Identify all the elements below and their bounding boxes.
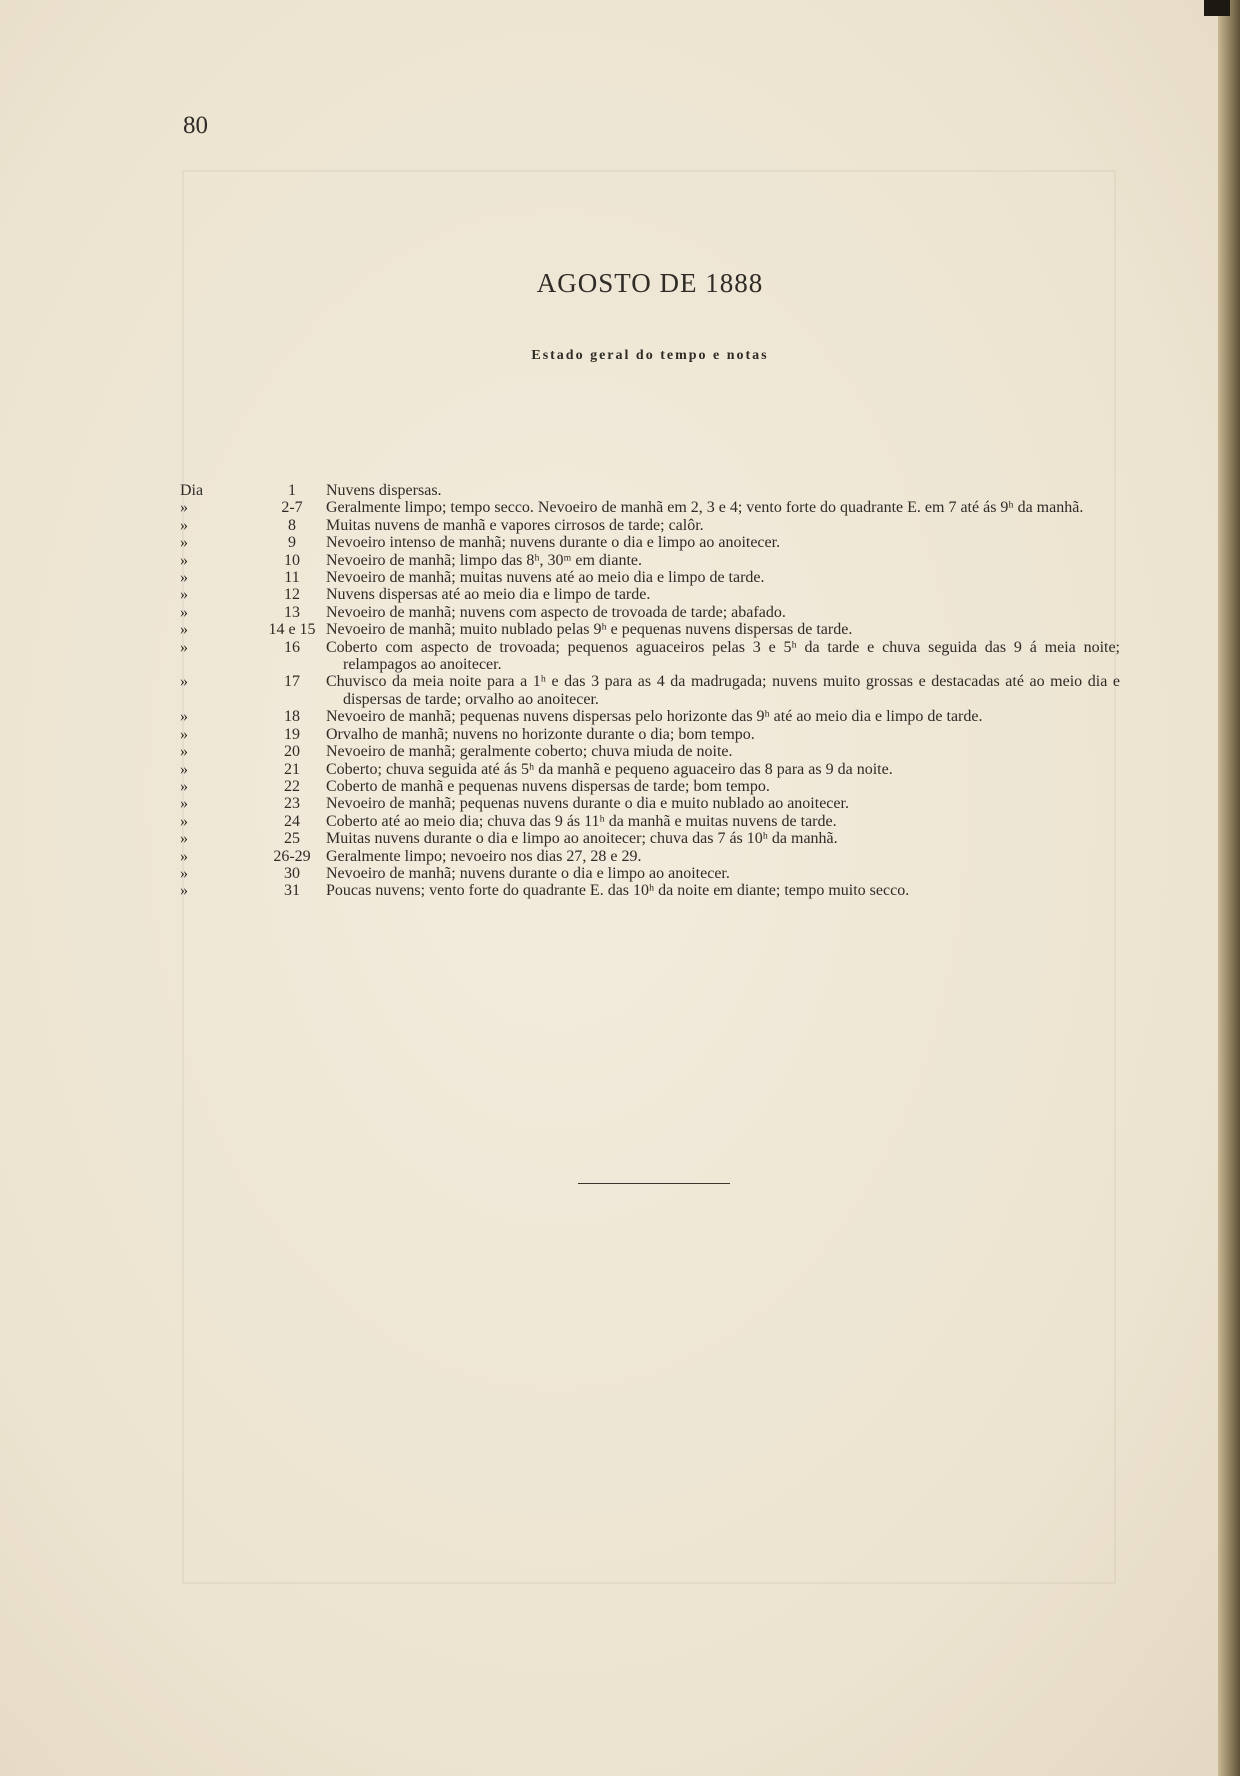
list-item: [180, 726, 1120, 743]
day-label: »: [180, 743, 188, 761]
day-number: 8: [288, 516, 296, 534]
list-item: [180, 795, 1120, 812]
day-number: 31: [284, 882, 300, 900]
day-number: 9: [288, 534, 296, 552]
weather-note: Chuvisco da meia noite para a 1ʰ e das 3 para as 4 da madrugada; nuvens muito grossas e destacadas até ao meio dia e dispersas de tarde; orvalho ao anoitecer.: [326, 673, 1120, 708]
weather-note: Nuvens dispersas até ao meio dia e limpo de tarde.: [326, 586, 651, 604]
list-item: [180, 848, 1120, 865]
day-label: »: [180, 795, 188, 813]
day-number: 17: [284, 673, 300, 691]
weather-note: Poucas nuvens; vento forte do quadrante E. das 10ʰ da noite em diante; tempo muito secco.: [326, 882, 910, 900]
day-label: »: [180, 551, 188, 569]
weather-note: Orvalho de manhã; nuvens no horizonte durante o dia; bom tempo.: [326, 725, 755, 743]
day-label: »: [180, 725, 188, 743]
day-label: »: [180, 516, 188, 534]
day-number: 21: [284, 760, 300, 778]
day-label: »: [180, 830, 188, 848]
weather-note: Geralmente limpo; tempo secco. Nevoeiro de manhã em 2, 3 e 4; vento forte do quadrante E. em 7 até ás 9ʰ da manhã.: [326, 499, 1084, 517]
list-item: [180, 586, 1120, 603]
day-label: »: [180, 882, 188, 900]
weather-notes-list: [180, 482, 1120, 900]
list-item: [180, 534, 1120, 551]
day-label: »: [180, 812, 188, 830]
list-item: [180, 639, 1120, 674]
weather-note: Nevoeiro intenso de manhã; nuvens durante o dia e limpo ao anoitecer.: [326, 534, 781, 552]
list-item: [180, 569, 1120, 586]
day-number: 10: [284, 551, 300, 569]
list-item: [180, 482, 1120, 499]
list-item: [180, 813, 1120, 830]
weather-note: Coberto com aspecto de trovoada; pequenos aguaceiros pelas 3 e 5ʰ da tarde e chuva seguida das 9 á meia noite; relampagos ao anoitecer.: [326, 638, 1120, 674]
day-label: »: [180, 621, 188, 639]
list-item: [180, 621, 1120, 638]
weather-note: Nevoeiro de manhã; pequenas nuvens dispersas pelo horizonte das 9ʰ até ao meio dia e limpo de tarde.: [326, 708, 983, 726]
closing-rule: [578, 1183, 730, 1184]
book-spine: [1218, 0, 1240, 1776]
day-number: 2-7: [281, 499, 303, 517]
day-number: 12: [284, 586, 300, 604]
list-item: [180, 882, 1120, 899]
day-number: 13: [284, 603, 300, 621]
day-label: »: [180, 638, 188, 656]
list-item: [180, 517, 1120, 534]
day-label: Dia: [180, 482, 204, 499]
list-item: [180, 708, 1120, 725]
section-subtitle: Estado geral do tempo e notas: [531, 348, 769, 363]
page-number: 80: [183, 112, 208, 139]
weather-note: Nevoeiro de manhã; pequenas nuvens durante o dia e muito nublado ao anoitecer.: [326, 795, 849, 813]
list-item: [180, 865, 1120, 882]
weather-note: Muitas nuvens durante o dia e limpo ao anoitecer; chuva das 7 ás 10ʰ da manhã.: [326, 830, 838, 848]
weather-note: Coberto; chuva seguida até ás 5ʰ da manhã e pequeno aguaceiro das 8 para as 9 da noite.: [326, 760, 893, 778]
day-number: 26-29: [273, 847, 311, 865]
day-number: 20: [284, 743, 300, 761]
day-number: 16: [284, 638, 300, 656]
day-label: »: [180, 777, 188, 795]
page-corner-shadow: [1204, 0, 1230, 16]
day-label: »: [180, 603, 188, 621]
list-item: [180, 499, 1120, 516]
day-label: »: [180, 708, 188, 726]
list-item: [180, 830, 1120, 847]
weather-note: Nevoeiro de manhã; muitas nuvens até ao meio dia e limpo de tarde.: [326, 569, 765, 587]
weather-note: Coberto até ao meio dia; chuva das 9 ás 11ʰ da manhã e muitas nuvens de tarde.: [326, 812, 837, 830]
page-title: AGOSTO DE 1888: [536, 268, 764, 298]
list-item: [180, 778, 1120, 795]
list-item: [180, 761, 1120, 778]
weather-note: Nevoeiro de manhã; nuvens com aspecto de trovoada de tarde; abafado.: [326, 603, 786, 621]
day-number: 23: [284, 795, 300, 813]
day-label: »: [180, 847, 188, 865]
day-label: »: [180, 760, 188, 778]
day-number: 25: [284, 830, 300, 848]
day-number: 18: [284, 708, 300, 726]
list-item: [180, 604, 1120, 621]
day-label: »: [180, 864, 188, 882]
day-label: »: [180, 534, 188, 552]
weather-note: Nevoeiro de manhã; nuvens durante o dia e limpo ao anoitecer.: [326, 864, 730, 882]
day-label: »: [180, 586, 188, 604]
weather-note: Coberto de manhã e pequenas nuvens dispersas de tarde; bom tempo.: [326, 777, 770, 795]
day-number: 14 e 15: [268, 621, 316, 639]
day-number: 1: [288, 482, 296, 499]
day-number: 19: [284, 725, 300, 743]
day-number: 22: [284, 777, 300, 795]
day-label: »: [180, 499, 188, 517]
list-item: [180, 552, 1120, 569]
list-item: [180, 673, 1120, 708]
weather-note: Nevoeiro de manhã; geralmente coberto; chuva miuda de noite.: [326, 743, 733, 761]
weather-note: Muitas nuvens de manhã e vapores cirrosos de tarde; calôr.: [326, 516, 704, 534]
weather-note: Nevoeiro de manhã; muito nublado pelas 9ʰ e pequenas nuvens dispersas de tarde.: [326, 621, 853, 639]
list-item: [180, 743, 1120, 760]
day-number: 30: [284, 864, 300, 882]
day-number: 24: [284, 812, 300, 830]
day-label: »: [180, 569, 188, 587]
day-label: »: [180, 673, 188, 691]
day-number: 11: [284, 569, 300, 587]
weather-note: Nevoeiro de manhã; limpo das 8ʰ, 30ᵐ em diante.: [326, 551, 642, 569]
weather-note: Geralmente limpo; nevoeiro nos dias 27, 28 e 29.: [326, 847, 642, 865]
weather-note: Nuvens dispersas.: [326, 482, 442, 499]
